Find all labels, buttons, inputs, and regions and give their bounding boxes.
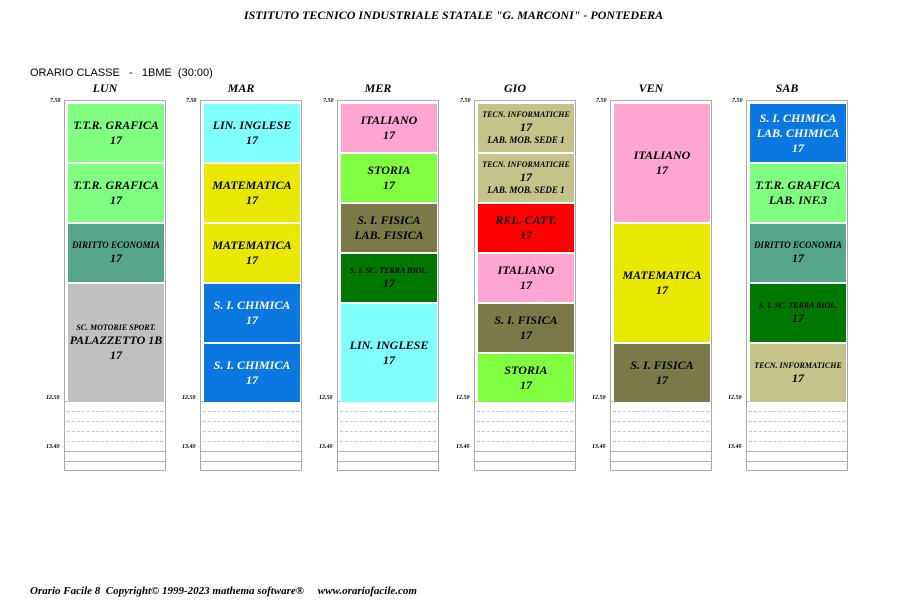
lesson-cell[interactable] [477, 203, 575, 253]
lesson-label: ITALIANO [497, 263, 555, 277]
day-grid [64, 100, 166, 471]
lesson-cell[interactable] [67, 103, 165, 163]
lesson-room: 17 [792, 140, 804, 155]
grid-line [477, 421, 573, 422]
lesson-room: 17 [110, 348, 122, 362]
time-label-start: 7.50 [732, 98, 743, 104]
lesson-cell[interactable] [477, 153, 575, 203]
day-header: GIO [503, 81, 526, 95]
time-label-end: 13.40 [592, 444, 606, 450]
lesson-label: S. I. CHIMICA [213, 358, 291, 372]
lesson-cell[interactable] [340, 153, 438, 203]
lesson-room: 17 [792, 251, 804, 266]
grid-line [65, 461, 165, 462]
time-label-end: 13.40 [46, 444, 60, 450]
lesson-room: 17 [246, 193, 258, 207]
lesson-room: 17 [110, 193, 122, 207]
lesson-label: ITALIANO [633, 148, 691, 162]
lesson-cell[interactable] [203, 223, 301, 283]
lesson-room: 17 [383, 275, 395, 290]
grid-line [611, 451, 711, 452]
lesson-label: S. I. CHIMICA [213, 298, 291, 312]
time-label-end: 13.40 [182, 444, 196, 450]
grid-line [201, 451, 301, 452]
lesson-room: 17 [246, 373, 258, 387]
grid-line [67, 411, 163, 412]
time-label-start: 7.50 [460, 98, 471, 104]
grid-line [338, 451, 438, 452]
lesson-room: 17 [246, 253, 258, 267]
lesson-label: LAB. CHIMICA [756, 125, 840, 140]
class-info: ORARIO CLASSE - 1BME (30:00) [30, 67, 213, 79]
lesson-cell[interactable] [613, 103, 711, 223]
grid-line [203, 441, 299, 442]
grid-line [203, 411, 299, 412]
time-label-end: 13.40 [728, 444, 742, 450]
grid-line [477, 431, 573, 432]
grid-line [613, 421, 709, 422]
lesson-cell[interactable] [203, 283, 301, 343]
day-header: MER [364, 81, 392, 95]
grid-line [67, 431, 163, 432]
grid-line [749, 411, 845, 412]
time-label-mid: 12.50 [592, 395, 606, 401]
day-grid [610, 100, 712, 471]
lesson-label: DIRITTO ECONOMIA [753, 239, 843, 250]
lesson-cell[interactable] [749, 163, 847, 223]
grid-line [749, 421, 845, 422]
lesson-cell[interactable] [340, 203, 438, 253]
lesson-room: 17 [246, 133, 258, 147]
grid-line [613, 441, 709, 442]
lesson-room: 17 [792, 310, 804, 325]
grid-line [747, 461, 847, 462]
lesson-cell[interactable] [749, 103, 847, 163]
grid-line [477, 441, 573, 442]
lesson-cell[interactable] [340, 303, 438, 403]
time-label-start: 7.50 [323, 98, 334, 104]
time-label-start: 7.50 [50, 98, 61, 104]
lesson-label: TECN. INFORMATICHE [482, 109, 570, 119]
lesson-cell[interactable] [203, 163, 301, 223]
lesson-label: LAB. INF.3 [768, 193, 828, 207]
lesson-label: T.T.R. GRAFICA [755, 178, 841, 192]
lesson-label: LIN. INGLESE [349, 338, 429, 352]
lesson-cell[interactable] [67, 283, 165, 403]
day-header: VEN [638, 81, 664, 95]
lesson-room: 17 [383, 353, 395, 367]
day-grid [474, 100, 576, 471]
lesson-label: 17 [520, 119, 532, 134]
lesson-room: 17 [656, 163, 668, 177]
grid-line [749, 431, 845, 432]
grid-line [338, 461, 438, 462]
day-grid [746, 100, 848, 471]
lesson-label: S. I. SC. TERRA BIOL. [349, 265, 429, 275]
grid-line [613, 411, 709, 412]
day-header: MAR [227, 81, 255, 95]
lesson-label: T.T.R. GRAFICA [73, 178, 159, 192]
lesson-room: 17 [520, 328, 532, 342]
grid-line [477, 411, 573, 412]
time-label-mid: 12.50 [182, 395, 196, 401]
lesson-cell[interactable] [340, 103, 438, 153]
lesson-room: 17 [383, 128, 395, 142]
lesson-label: T.T.R. GRAFICA [73, 118, 159, 132]
lesson-cell[interactable] [613, 223, 711, 343]
lesson-label: SC. MOTORIE SPORT. [76, 323, 156, 332]
lesson-label: DIRITTO ECONOMIA [71, 239, 161, 250]
lesson-room: 17 [792, 370, 804, 385]
day-grid [200, 100, 302, 471]
grid-line [475, 461, 575, 462]
time-label-start: 7.50 [186, 98, 197, 104]
lesson-room: 17 [520, 228, 532, 242]
grid-line [67, 421, 163, 422]
grid-line [340, 431, 436, 432]
lesson-label: LAB. MOB. SEDE 1 [487, 134, 565, 145]
day-grid [337, 100, 439, 471]
grid-line [340, 421, 436, 422]
grid-line [475, 451, 575, 452]
lesson-label: MATEMATICA [622, 268, 702, 282]
time-label-mid: 12.50 [46, 395, 60, 401]
lesson-cell[interactable] [749, 223, 847, 283]
time-label-end: 13.40 [319, 444, 333, 450]
grid-line [747, 451, 847, 452]
grid-line [65, 451, 165, 452]
grid-line [67, 441, 163, 442]
lesson-label: LAB. MOB. SEDE 1 [487, 184, 565, 195]
lesson-label: TECN. INFORMATICHE [482, 159, 570, 169]
lesson-label: STORIA [504, 363, 548, 377]
lesson-label: REL. CATT. [495, 213, 557, 227]
grid-line [201, 461, 301, 462]
school-title: ISTITUTO TECNICO INDUSTRIALE STATALE "G. MARCONI" - PONTEDERA [243, 8, 664, 22]
lesson-room: 17 [383, 178, 395, 192]
lesson-label: S. I. FISICA [494, 313, 558, 327]
lesson-room: 17 [110, 251, 122, 266]
lesson-cell[interactable] [613, 343, 711, 403]
lesson-cell[interactable] [477, 103, 575, 153]
lesson-cell[interactable] [477, 253, 575, 303]
lesson-room: 17 [520, 278, 532, 292]
lesson-cell[interactable] [477, 303, 575, 353]
time-label-start: 7.50 [596, 98, 607, 104]
lesson-label: LIN. INGLESE [212, 118, 292, 132]
lesson-room: 17 [520, 378, 532, 392]
lesson-cell[interactable] [749, 343, 847, 403]
lesson-label: S. I. SC. TERRA BIOL. [758, 300, 838, 310]
grid-line [203, 421, 299, 422]
grid-line [611, 461, 711, 462]
lesson-label: MATEMATICA [212, 178, 292, 192]
lesson-label: PALAZZETTO 1B [69, 333, 163, 347]
time-label-mid: 12.50 [319, 395, 333, 401]
lesson-room: 17 [656, 373, 668, 387]
lesson-room: 17 [246, 313, 258, 327]
lesson-cell[interactable] [749, 283, 847, 343]
lesson-room: 17 [656, 283, 668, 297]
grid-line [749, 441, 845, 442]
lesson-cell[interactable] [477, 353, 575, 403]
time-label-mid: 12.50 [728, 395, 742, 401]
lesson-label: MATEMATICA [212, 238, 292, 252]
grid-line [340, 411, 436, 412]
lesson-label: LAB. FISICA [354, 228, 424, 242]
lesson-cell[interactable] [203, 343, 301, 403]
lesson-label: S. I. FISICA [630, 358, 694, 372]
lesson-cell[interactable] [340, 253, 438, 303]
lesson-cell[interactable] [67, 163, 165, 223]
lesson-label: ITALIANO [360, 113, 418, 127]
lesson-label: 17 [520, 169, 532, 184]
lesson-label: S. I. CHIMICA [759, 110, 837, 125]
day-header: LUN [92, 81, 118, 95]
lesson-label: S. I. FISICA [357, 213, 421, 227]
lesson-room: 17 [110, 133, 122, 147]
footer-copyright: Orario Facile 8 Copyright© 1999-2023 mathema software® www.orariofacile.com [30, 585, 417, 597]
grid-line [613, 431, 709, 432]
grid-line [203, 431, 299, 432]
lesson-label: STORIA [367, 163, 411, 177]
lesson-label: TECN. INFORMATICHE [754, 360, 842, 370]
time-label-mid: 12.50 [456, 395, 470, 401]
day-header: SAB [775, 81, 799, 95]
lesson-cell[interactable] [67, 223, 165, 283]
grid-line [340, 441, 436, 442]
lesson-cell[interactable] [203, 103, 301, 163]
time-label-end: 13.40 [456, 444, 470, 450]
